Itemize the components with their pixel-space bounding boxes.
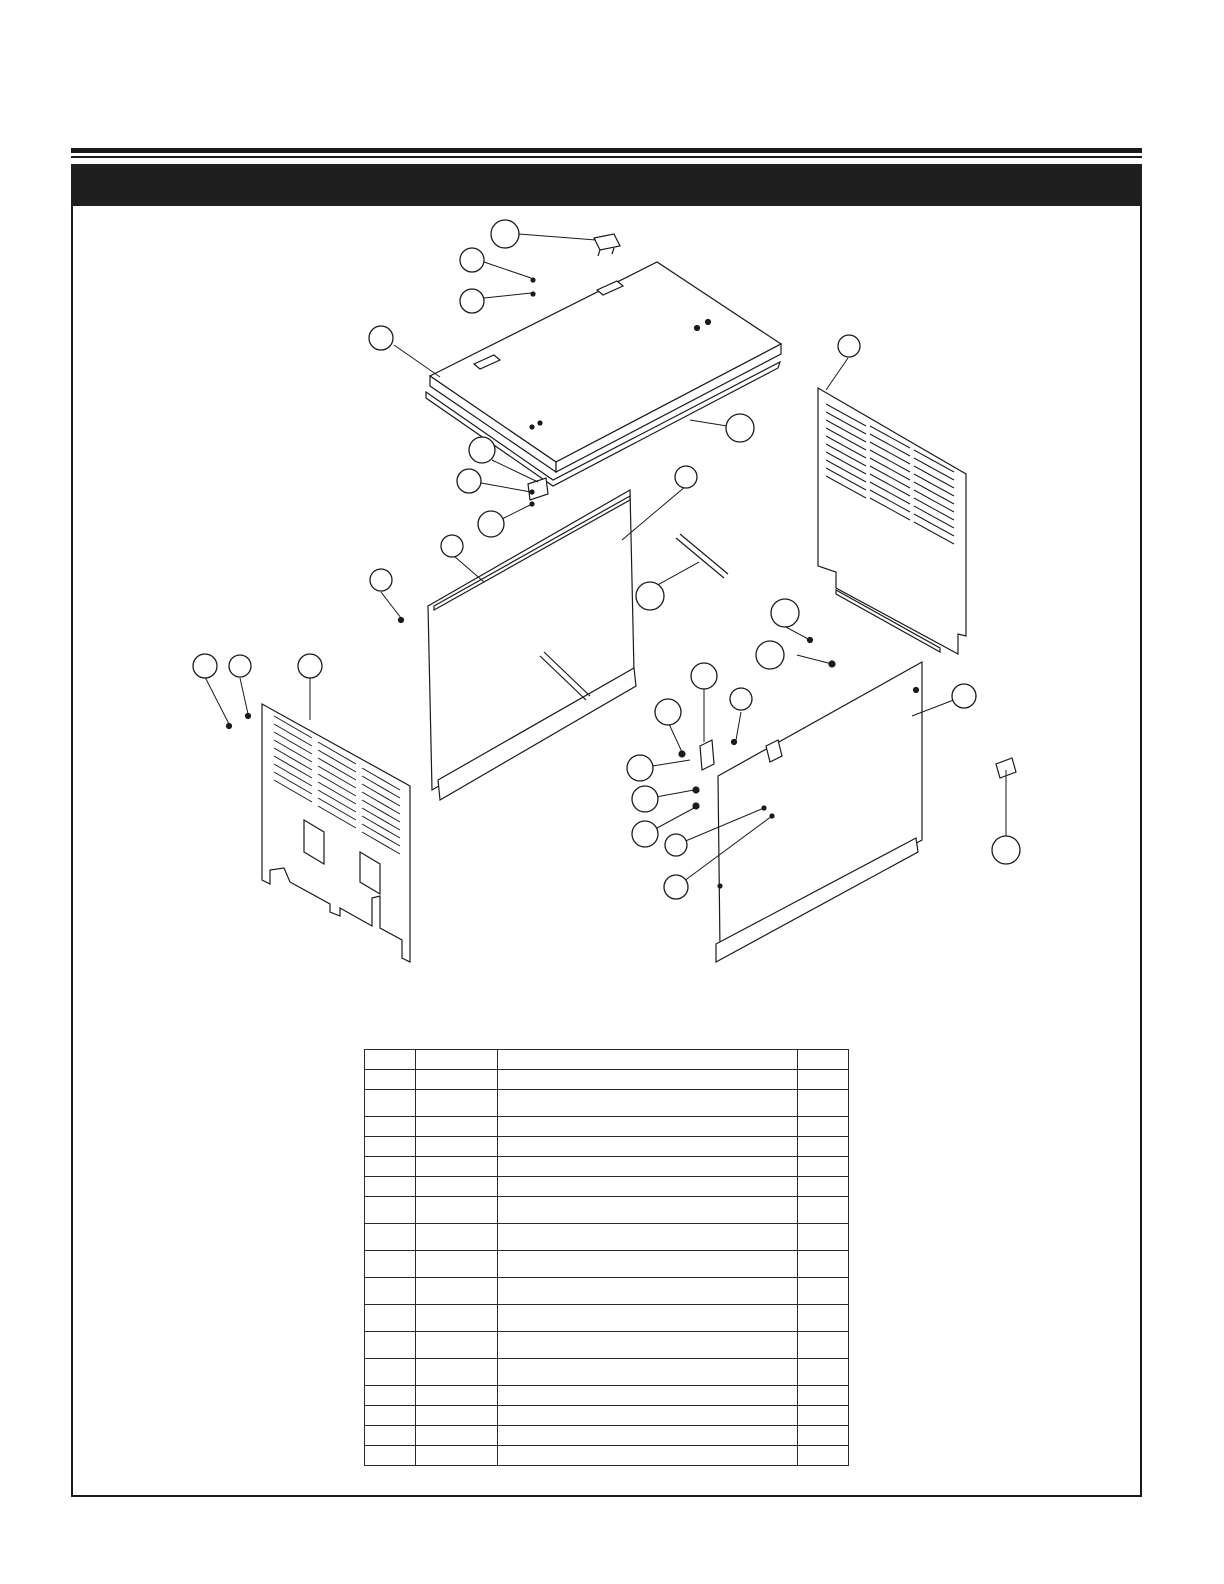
part-number-cell bbox=[416, 1197, 498, 1224]
table-row bbox=[365, 1332, 849, 1359]
quantity-cell bbox=[798, 1090, 849, 1117]
item-number-cell bbox=[365, 1406, 416, 1426]
table-row bbox=[365, 1251, 849, 1278]
part-number-cell bbox=[416, 1137, 498, 1157]
description-cell bbox=[498, 1157, 798, 1177]
right-side-panel-part bbox=[818, 388, 966, 654]
description-cell bbox=[498, 1224, 798, 1251]
item-number-cell bbox=[365, 1050, 416, 1070]
table-row bbox=[365, 1090, 849, 1117]
table-row bbox=[365, 1137, 849, 1157]
item-number-cell bbox=[365, 1278, 416, 1305]
quantity-cell bbox=[798, 1305, 849, 1332]
quantity-cell bbox=[798, 1278, 849, 1305]
description-cell bbox=[498, 1305, 798, 1332]
description-cell bbox=[498, 1426, 798, 1446]
quantity-cell bbox=[798, 1177, 849, 1197]
item-number-cell bbox=[365, 1332, 416, 1359]
description-cell bbox=[498, 1251, 798, 1278]
item-number-cell bbox=[365, 1197, 416, 1224]
quantity-cell bbox=[798, 1446, 849, 1466]
item-number-cell bbox=[365, 1426, 416, 1446]
part-number-cell bbox=[416, 1070, 498, 1090]
description-cell bbox=[498, 1359, 798, 1386]
quantity-cell bbox=[798, 1157, 849, 1177]
part-number-cell bbox=[416, 1406, 498, 1426]
part-number-cell bbox=[416, 1386, 498, 1406]
item-number-cell bbox=[365, 1224, 416, 1251]
description-cell bbox=[498, 1117, 798, 1137]
item-number-cell bbox=[365, 1177, 416, 1197]
item-number-cell bbox=[365, 1386, 416, 1406]
table-row bbox=[365, 1386, 849, 1406]
description-cell bbox=[498, 1050, 798, 1070]
part-number-cell bbox=[416, 1050, 498, 1070]
table-row bbox=[365, 1406, 849, 1426]
description-cell bbox=[498, 1278, 798, 1305]
part-number-cell bbox=[416, 1446, 498, 1466]
table-row bbox=[365, 1446, 849, 1466]
table-row bbox=[365, 1177, 849, 1197]
description-cell bbox=[498, 1386, 798, 1406]
table-row bbox=[365, 1224, 849, 1251]
item-number-cell bbox=[365, 1446, 416, 1466]
quantity-cell bbox=[798, 1406, 849, 1426]
table-row bbox=[365, 1070, 849, 1090]
gas-strut-part bbox=[676, 534, 728, 578]
part-number-cell bbox=[416, 1157, 498, 1177]
item-number-cell bbox=[365, 1070, 416, 1090]
quantity-cell bbox=[798, 1359, 849, 1386]
quantity-cell bbox=[798, 1137, 849, 1157]
quantity-cell bbox=[798, 1197, 849, 1224]
table-row bbox=[365, 1050, 849, 1070]
item-number-cell bbox=[365, 1157, 416, 1177]
part-number-cell bbox=[416, 1251, 498, 1278]
part-number-cell bbox=[416, 1278, 498, 1305]
quantity-cell bbox=[798, 1251, 849, 1278]
quantity-cell bbox=[798, 1050, 849, 1070]
description-cell bbox=[498, 1070, 798, 1090]
description-cell bbox=[498, 1332, 798, 1359]
table-row bbox=[365, 1117, 849, 1137]
quantity-cell bbox=[798, 1224, 849, 1251]
part-number-cell bbox=[416, 1332, 498, 1359]
item-number-cell bbox=[365, 1251, 416, 1278]
latch-part bbox=[594, 234, 620, 256]
item-number-cell bbox=[365, 1117, 416, 1137]
quantity-cell bbox=[798, 1426, 849, 1446]
item-number-cell bbox=[365, 1305, 416, 1332]
table-row bbox=[365, 1359, 849, 1386]
left-side-panel-part bbox=[262, 704, 410, 962]
part-number-cell bbox=[416, 1117, 498, 1137]
table-row bbox=[365, 1157, 849, 1177]
quantity-cell bbox=[798, 1070, 849, 1090]
table-row bbox=[365, 1305, 849, 1332]
part-number-cell bbox=[416, 1426, 498, 1446]
description-cell bbox=[498, 1090, 798, 1117]
hinge-bracket-part bbox=[528, 478, 548, 500]
quantity-cell bbox=[798, 1117, 849, 1137]
item-number-cell bbox=[365, 1137, 416, 1157]
description-cell bbox=[498, 1137, 798, 1157]
part-number-cell bbox=[416, 1305, 498, 1332]
table-row bbox=[365, 1197, 849, 1224]
description-cell bbox=[498, 1177, 798, 1197]
description-cell bbox=[498, 1406, 798, 1426]
parts-list-body bbox=[365, 1050, 849, 1466]
item-number-cell bbox=[365, 1359, 416, 1386]
table-row bbox=[365, 1426, 849, 1446]
quantity-cell bbox=[798, 1386, 849, 1406]
item-number-cell bbox=[365, 1090, 416, 1117]
quantity-cell bbox=[798, 1332, 849, 1359]
part-number-cell bbox=[416, 1224, 498, 1251]
table-row bbox=[365, 1278, 849, 1305]
part-number-cell bbox=[416, 1177, 498, 1197]
front-panel-part bbox=[399, 490, 637, 800]
description-cell bbox=[498, 1197, 798, 1224]
description-cell bbox=[498, 1446, 798, 1466]
part-number-cell bbox=[416, 1090, 498, 1117]
parts-list-table bbox=[364, 1049, 849, 1466]
part-number-cell bbox=[416, 1359, 498, 1386]
